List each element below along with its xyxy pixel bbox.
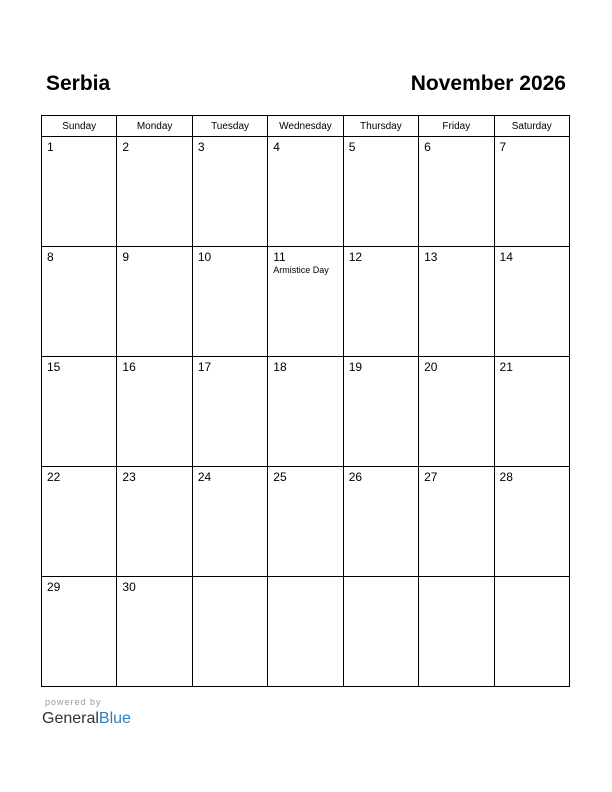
day-number: 19 bbox=[348, 360, 363, 374]
day-cell bbox=[117, 247, 192, 357]
day-cell bbox=[494, 467, 569, 577]
week-row-2 bbox=[42, 247, 570, 357]
day-number: 16 bbox=[122, 360, 136, 374]
weekday-friday: Friday bbox=[419, 116, 494, 137]
powered-by-label: powered by bbox=[45, 697, 102, 707]
day-cell bbox=[268, 137, 343, 247]
day-number: 20 bbox=[424, 360, 438, 374]
day-number: 26 bbox=[348, 470, 363, 484]
day-cell bbox=[268, 467, 343, 577]
day-number: 22 bbox=[47, 470, 61, 484]
day-cell bbox=[419, 357, 494, 467]
day-number: 9 bbox=[122, 250, 130, 264]
day-cell bbox=[419, 467, 494, 577]
day-cell bbox=[268, 247, 343, 357]
day-cell bbox=[42, 137, 117, 247]
week-row-3 bbox=[42, 357, 570, 467]
day-number: 23 bbox=[122, 470, 136, 484]
footer bbox=[42, 696, 131, 729]
day-number: 8 bbox=[47, 250, 54, 264]
day-number: 29 bbox=[47, 580, 61, 594]
day-cell bbox=[268, 357, 343, 467]
day-number: 10 bbox=[197, 250, 212, 264]
day-number: 1 bbox=[47, 140, 54, 154]
day-number: 13 bbox=[424, 250, 438, 264]
day-number: 25 bbox=[273, 470, 287, 484]
week-row-4 bbox=[42, 467, 570, 577]
day-number: 11 bbox=[273, 250, 286, 264]
day-cell bbox=[343, 137, 418, 247]
day-cell bbox=[419, 247, 494, 357]
day-number: 30 bbox=[122, 580, 136, 594]
day-cell bbox=[192, 467, 267, 577]
day-cell bbox=[494, 137, 569, 247]
day-number: 6 bbox=[424, 140, 431, 154]
day-number: 27 bbox=[424, 470, 438, 484]
empty-cell bbox=[268, 577, 343, 687]
weekday-monday: Monday bbox=[117, 116, 192, 137]
day-cell bbox=[192, 137, 267, 247]
day-number: 21 bbox=[499, 360, 513, 374]
day-number: 24 bbox=[197, 470, 212, 484]
weekday-saturday: Saturday bbox=[494, 116, 569, 137]
day-cell bbox=[192, 357, 267, 467]
weekday-sunday: Sunday bbox=[42, 116, 117, 137]
day-cell bbox=[42, 357, 117, 467]
day-number: 15 bbox=[47, 360, 61, 374]
day-cell bbox=[42, 467, 117, 577]
day-number: 12 bbox=[348, 250, 363, 264]
empty-cell bbox=[192, 577, 267, 687]
week-row-5 bbox=[42, 577, 570, 687]
country-title: Serbia bbox=[46, 72, 111, 95]
empty-cell bbox=[494, 577, 569, 687]
day-cell bbox=[494, 357, 569, 467]
day-cell bbox=[343, 467, 418, 577]
day-cell bbox=[192, 247, 267, 357]
day-cell bbox=[343, 247, 418, 357]
day-cell bbox=[117, 467, 192, 577]
brand-logo[interactable] bbox=[42, 709, 131, 729]
day-cell bbox=[42, 577, 117, 687]
day-number: 4 bbox=[273, 140, 280, 154]
brand-blue: Blue bbox=[98, 710, 131, 727]
day-number: 5 bbox=[348, 140, 356, 154]
day-number: 14 bbox=[499, 250, 513, 264]
holiday-label: Armistice Day bbox=[273, 265, 329, 275]
day-cell bbox=[117, 577, 192, 687]
day-number: 7 bbox=[499, 140, 507, 154]
day-number: 28 bbox=[499, 470, 513, 484]
day-number: 2 bbox=[122, 140, 130, 154]
calendar-grid bbox=[41, 115, 570, 687]
day-cell bbox=[494, 247, 569, 357]
day-cell bbox=[419, 137, 494, 247]
weekday-tuesday: Tuesday bbox=[192, 116, 267, 137]
weekday-wednesday: Wednesday bbox=[268, 116, 343, 137]
weekday-thursday: Thursday bbox=[343, 116, 418, 137]
day-number: 17 bbox=[197, 360, 212, 374]
empty-cell bbox=[419, 577, 494, 687]
weekday-header-row bbox=[42, 116, 570, 137]
day-number: 18 bbox=[273, 360, 287, 374]
day-cell bbox=[42, 247, 117, 357]
day-cell bbox=[343, 357, 418, 467]
day-number: 3 bbox=[197, 140, 205, 154]
month-year-title: November 2026 bbox=[410, 72, 566, 95]
day-cell bbox=[117, 137, 192, 247]
empty-cell bbox=[343, 577, 418, 687]
brand-general: General bbox=[42, 710, 99, 727]
day-cell bbox=[117, 357, 192, 467]
week-row-1 bbox=[42, 137, 570, 247]
